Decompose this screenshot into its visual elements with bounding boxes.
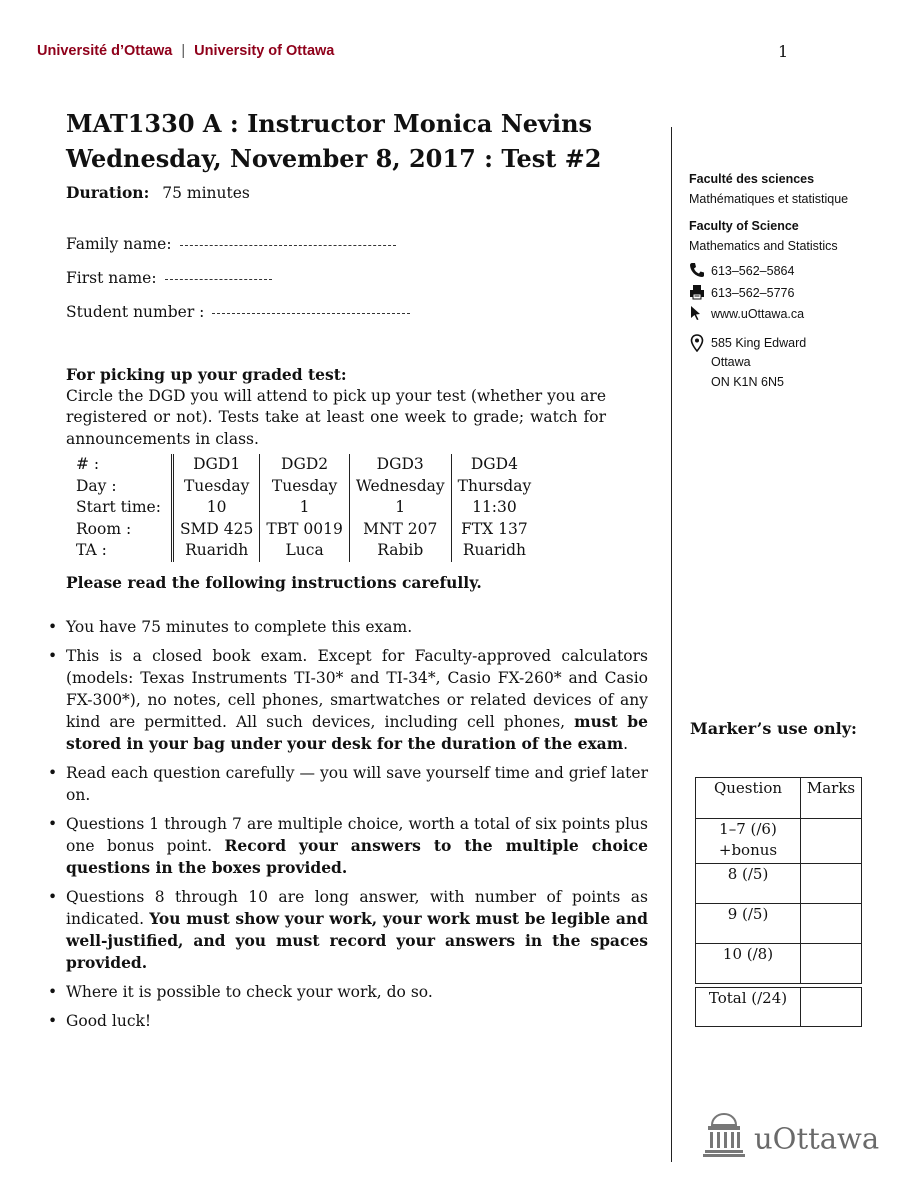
col-question-header: Question xyxy=(696,778,801,818)
dgd-row-ta xyxy=(70,540,537,562)
question-label: 10 (/8) xyxy=(696,944,801,983)
family-name-label: Family name: xyxy=(66,235,172,253)
row-label: TA : xyxy=(76,541,107,559)
row-label: Day : xyxy=(76,476,117,495)
building-emblem-icon xyxy=(702,1112,746,1165)
header-separator: | xyxy=(181,43,186,59)
question-label: 8 (/5) xyxy=(696,864,801,903)
university-name-fr: Université d’Ottawa xyxy=(37,43,173,59)
instructions-heading: Please read the following instructions carefully. xyxy=(66,573,482,592)
bullet-icon: • xyxy=(48,888,58,906)
dgd-ta: Ruaridh xyxy=(451,540,537,562)
fax-icon xyxy=(689,284,711,306)
dgd-id[interactable]: DGD3 xyxy=(349,454,451,476)
dgd-start: 11:30 xyxy=(451,497,537,519)
marker-heading: Marker’s use only: xyxy=(690,719,857,738)
sidebar-divider xyxy=(671,127,672,1162)
table-row xyxy=(695,777,862,819)
pickup-section xyxy=(66,364,606,450)
first-name-field[interactable] xyxy=(66,269,272,287)
table-row xyxy=(695,864,862,904)
dgd-room: SMD 425 xyxy=(172,519,259,541)
logo-text: uOttawa xyxy=(754,1121,880,1156)
question-label: 1–7 (/6) xyxy=(719,820,777,838)
question-label: +bonus xyxy=(718,841,778,859)
faculty-info xyxy=(689,170,848,256)
duration-value: 75 minutes xyxy=(162,184,250,202)
dgd-row-room xyxy=(70,519,537,541)
bullet-icon: • xyxy=(48,983,58,1001)
contact-info xyxy=(689,262,806,392)
phone-row xyxy=(689,262,806,284)
family-name-line[interactable] xyxy=(180,244,396,246)
table-row xyxy=(695,904,862,944)
dgd-row-id xyxy=(70,454,537,476)
list-item: • Questions 8 through 10 are long answer, with number of points as indicated. You must show your work, your work must be legible and well-justified, and you must record your answers in the spaces provided. xyxy=(48,888,648,972)
page-number: 1 xyxy=(778,42,789,61)
address-line-3: ON K1N 6N5 xyxy=(711,374,784,389)
row-label: # : xyxy=(76,455,100,473)
dgd-table xyxy=(70,454,537,562)
dgd-id[interactable]: DGD4 xyxy=(451,454,537,476)
dgd-day: Tuesday xyxy=(172,476,259,498)
duration-label: Duration: xyxy=(66,183,150,202)
list-item: • Where it is possible to check your work, do so. xyxy=(48,983,433,1001)
dgd-start: 1 xyxy=(349,497,451,519)
bullet-icon: • xyxy=(48,764,58,782)
address-row xyxy=(689,334,806,393)
dgd-day: Wednesday xyxy=(349,476,451,498)
fax-number: 613–562–5776 xyxy=(711,285,795,300)
question-label: 9 (/5) xyxy=(696,904,801,943)
bullet-icon: • xyxy=(48,618,58,636)
university-name-en: University of Ottawa xyxy=(194,43,335,59)
department-en: Mathematics and Statistics xyxy=(689,238,838,253)
web-row xyxy=(689,305,806,327)
dgd-start: 1 xyxy=(260,497,349,519)
phone-number: 613–562–5864 xyxy=(711,264,795,278)
marks-cell[interactable] xyxy=(801,864,861,903)
duration xyxy=(66,183,250,202)
row-label: Start time: xyxy=(76,498,161,516)
dgd-ta: Luca xyxy=(260,540,349,562)
first-name-label: First name: xyxy=(66,269,157,287)
address-line-2: Ottawa xyxy=(711,355,751,369)
marks-cell[interactable] xyxy=(801,944,861,983)
instructions-list xyxy=(48,616,648,1039)
dgd-room: FTX 137 xyxy=(451,519,537,541)
col-marks-header: Marks xyxy=(806,779,856,797)
marks-cell[interactable] xyxy=(801,819,861,863)
dgd-row-start xyxy=(70,497,537,519)
university-header xyxy=(37,43,334,59)
bullet-icon: • xyxy=(48,647,58,665)
dgd-id[interactable]: DGD1 xyxy=(172,454,259,476)
marks-cell[interactable] xyxy=(801,904,861,943)
first-name-line[interactable] xyxy=(165,278,272,280)
pickup-heading: For picking up your graded test: xyxy=(66,365,347,384)
faculty-fr: Faculté des sciences xyxy=(689,172,815,186)
faculty-en: Faculty of Science xyxy=(689,219,799,233)
row-label: Room : xyxy=(76,519,132,538)
uottawa-logo xyxy=(702,1112,879,1165)
table-row-total xyxy=(695,987,862,1027)
pickup-text: Circle the DGD you will attend to pick up your test (whether you are registered or not). Tests take at least one week to grade; watch for announcements in class. xyxy=(66,386,606,448)
dgd-id[interactable]: DGD2 xyxy=(260,454,349,476)
fax-row xyxy=(689,284,806,306)
dgd-day: Tuesday xyxy=(260,476,349,498)
table-row xyxy=(695,944,862,984)
dgd-room: MNT 207 xyxy=(349,519,451,541)
dgd-room: TBT 0019 xyxy=(260,519,349,541)
table-row xyxy=(695,819,862,864)
website-link[interactable]: www.uOttawa.ca xyxy=(711,307,805,321)
list-item: • This is a closed book exam. Except for Faculty-approved calculators (models: Texas Instruments TI-30* and TI-34*, Casio FX-260* and Casio FX-300*), no notes, cell phones, smartwatches or related devices of any kind are permitted. All such devices, including cell phones, must be stored in your bag under your desk for the duration of the exam. xyxy=(48,647,648,753)
list-item: • Read each question carefully — you will save yourself time and grief later on. xyxy=(48,764,648,804)
bullet-icon: • xyxy=(48,815,58,833)
address-line-1: 585 King Edward xyxy=(711,335,807,350)
list-item: • Questions 1 through 7 are multiple choice, worth a total of six points plus one bonus point. Record your answers to the multiple choice questions in the boxes provided. xyxy=(48,815,648,877)
dgd-ta: Rabib xyxy=(349,540,451,562)
list-item: • Good luck! xyxy=(48,1012,152,1030)
student-number-label: Student number : xyxy=(66,303,205,321)
cursor-icon xyxy=(689,305,711,327)
location-pin-icon xyxy=(689,334,711,393)
dgd-day: Thursday xyxy=(451,476,537,498)
list-item: • You have 75 minutes to complete this exam. xyxy=(48,618,413,636)
phone-icon xyxy=(689,262,711,284)
department-fr: Mathématiques et statistique xyxy=(689,191,849,206)
dgd-ta: Ruaridh xyxy=(172,540,259,562)
total-label: Total (/24) xyxy=(696,988,801,1026)
dgd-start: 10 xyxy=(172,497,259,519)
student-number-field[interactable] xyxy=(66,303,410,321)
title-line-1: MAT1330 A : Instructor Monica Nevins xyxy=(66,109,593,138)
marks-table xyxy=(695,777,862,1027)
dgd-row-day xyxy=(70,476,537,498)
title-line-2: Wednesday, November 8, 2017 : Test #2 xyxy=(66,144,602,173)
total-marks-cell[interactable] xyxy=(801,988,861,1026)
family-name-field[interactable] xyxy=(66,235,396,253)
bullet-icon: • xyxy=(48,1012,58,1030)
student-number-line[interactable] xyxy=(212,312,410,314)
page-title xyxy=(66,106,602,176)
